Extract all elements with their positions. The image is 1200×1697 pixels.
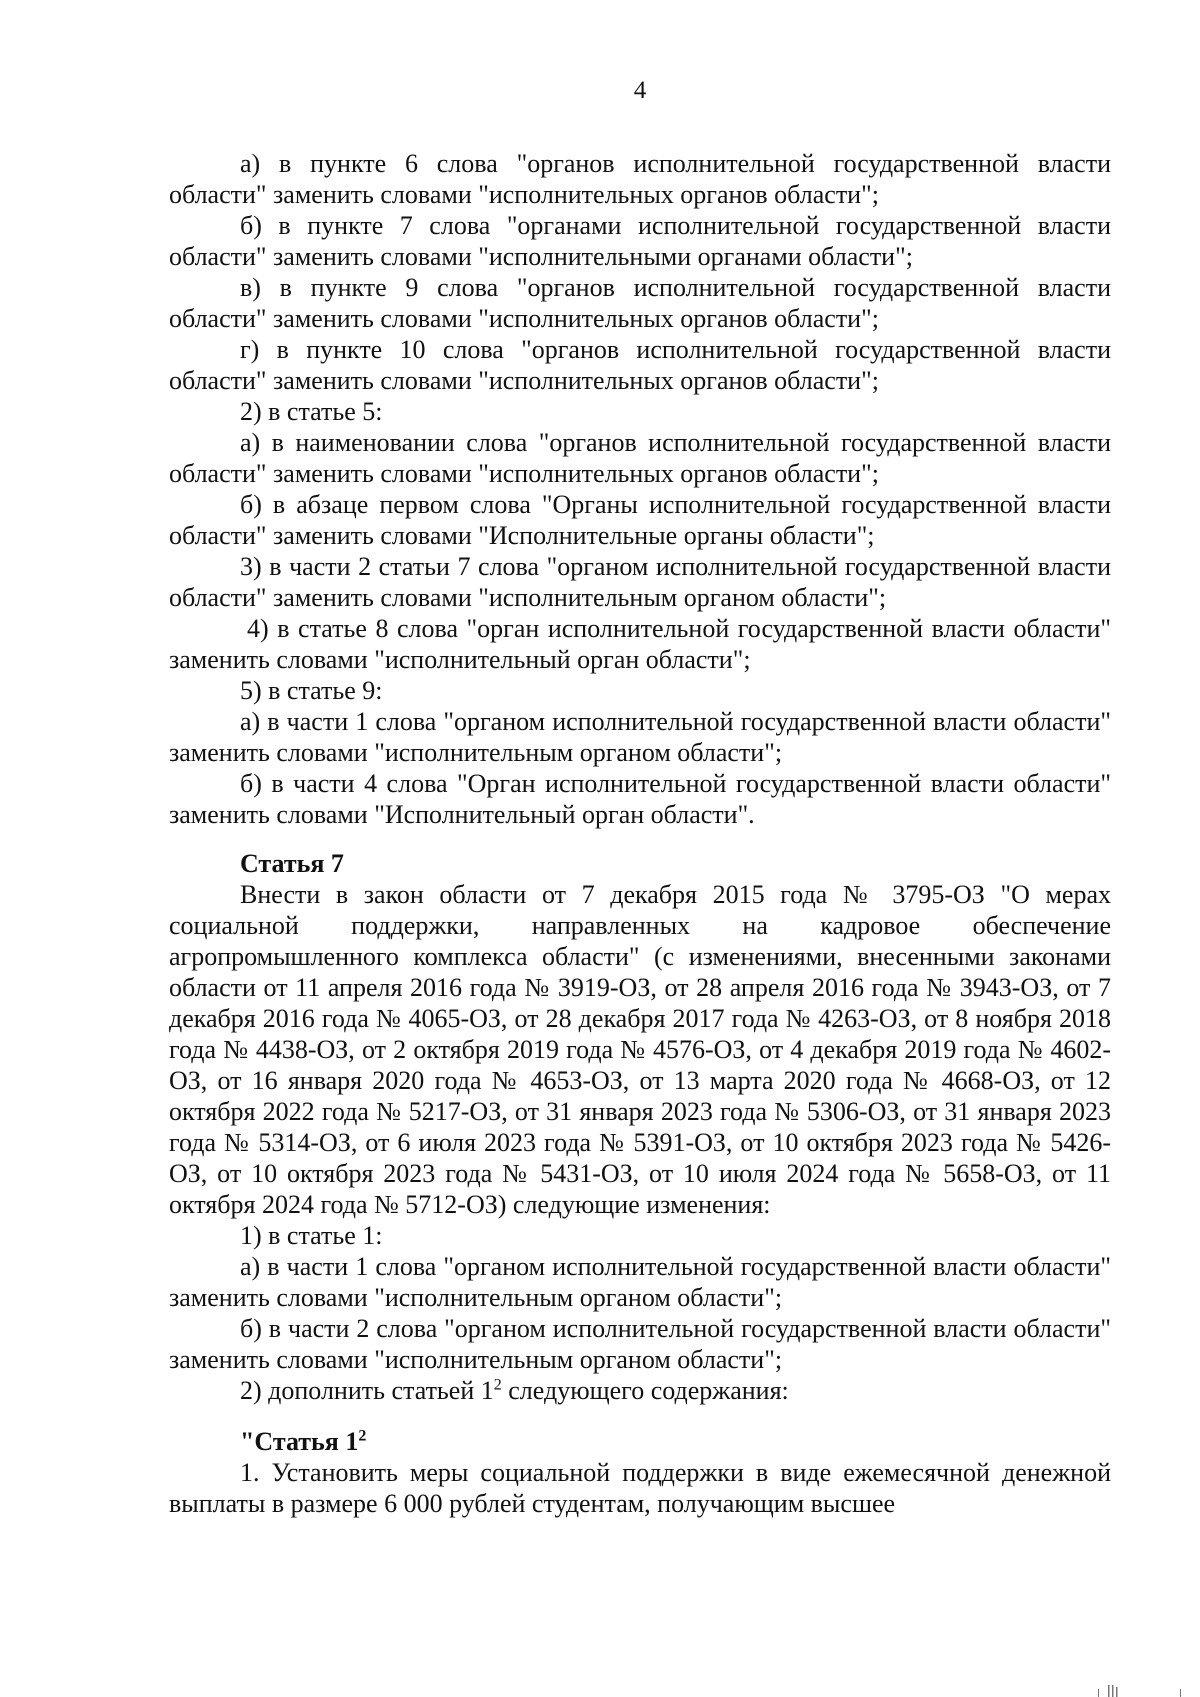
paragraph-text: следующего содержания: (501, 1376, 789, 1405)
article-heading: Статья 7 (240, 849, 344, 878)
paragraph: б) в абзаце первом слова "Органы исполнительной государственной власти области" заменить словами "Исполнительные органы области"; (169, 490, 1111, 550)
document-body (169, 148, 1111, 1519)
paragraph: а) в наименовании слова "органов исполнительной государственной власти области" заменить словами "исполнительных органов области"; (169, 428, 1111, 488)
paragraph: 4) в статье 8 слова "орган исполнительной государственной власти области" заменить словами "исполнительный орган области"; (169, 614, 1111, 674)
paragraph-text: 2) дополнить статьей 1 (240, 1376, 494, 1405)
paragraph: г) в пункте 10 слова "органов исполнительной государственной власти области" заменить словами "исполнительных органов области"; (169, 335, 1111, 395)
paragraph: а) в части 1 слова "органом исполнительной государственной власти области" заменить словами "исполнительным органом области"; (169, 707, 1111, 767)
paragraph: б) в части 2 слова "органом исполнительной государственной власти области" заменить словами "исполнительным органом области"; (169, 1314, 1111, 1374)
paragraph: 1. Установить меры социальной поддержки в виде ежемесячной денежной выплаты в размере 6 000 рублей студентам, получающим высшее (169, 1458, 1111, 1518)
paragraph: б) в пункте 7 слова "органами исполнительной государственной власти области" заменить словами "исполнительными органами области"; (169, 211, 1111, 271)
paragraph: а) в пункте 6 слова "органов исполнительной государственной власти области" заменить словами "исполнительных органов области"; (169, 149, 1111, 209)
paragraph: б) в части 4 слова "Орган исполнительной государственной власти области" заменить словами "Исполнительный орган области". (169, 769, 1111, 829)
paragraph: 1) в статье 1: (240, 1221, 383, 1250)
article-heading-text: "Статья 1 (240, 1427, 359, 1456)
paragraph: 5) в статье 9: (240, 676, 383, 705)
superscript: 2 (493, 1376, 502, 1394)
page-number: 4 (633, 77, 647, 104)
paragraph: 2) в статье 5: (240, 397, 383, 426)
article-heading (169, 1426, 1111, 1457)
paragraph (169, 1375, 1111, 1406)
superscript: 2 (358, 1427, 367, 1445)
paragraph: в) в пункте 9 слова "органов исполнительной государственной власти области" заменить словами "исполнительных органов области"; (169, 273, 1111, 333)
paragraph: Внести в закон области от 7 декабря 2015 года № 3795-ОЗ "О мерах социальной поддержки, направленных на кадровое обеспечение агропромышленного комплекса области" (с изменениями, внесенными законами области от 11 апреля 2016 года № 3919-ОЗ, от 28 апреля 2016 года № 3943-ОЗ, от 7 декабря 2016 года № 4065-ОЗ, от 28 декабря 2017 года № 4263-ОЗ, от 8 ноября 2018 года № 4438-ОЗ, от 2 октября 2019 года № 4576-ОЗ, от 4 декабря 2019 года № 4602-ОЗ, от 16 января 2020 года № 4653-ОЗ, от 13 марта 2020 года № 4668-ОЗ, от 12 октября 2022 года № 5217-ОЗ, от 31 января 2023 года № 5306-ОЗ, от 31 января 2023 года № 5314-ОЗ, от 6 июля 2023 года № 5391-ОЗ, от 10 октября 2023 года № 5426-ОЗ, от 10 октября 2023 года № 5431-ОЗ, от 10 июля 2024 года № 5658-ОЗ, от 11 октября 2024 года № 5712-ОЗ) следующие изменения: (169, 880, 1111, 1219)
paragraph: 3) в части 2 статьи 7 слова "органом исполнительной государственной власти области" заменить словами "исполнительным органом области"; (169, 552, 1111, 612)
paragraph: а) в части 1 слова "органом исполнительной государственной власти области" заменить словами "исполнительным органом области"; (169, 1252, 1111, 1312)
scan-marks (1050, 1677, 1200, 1697)
